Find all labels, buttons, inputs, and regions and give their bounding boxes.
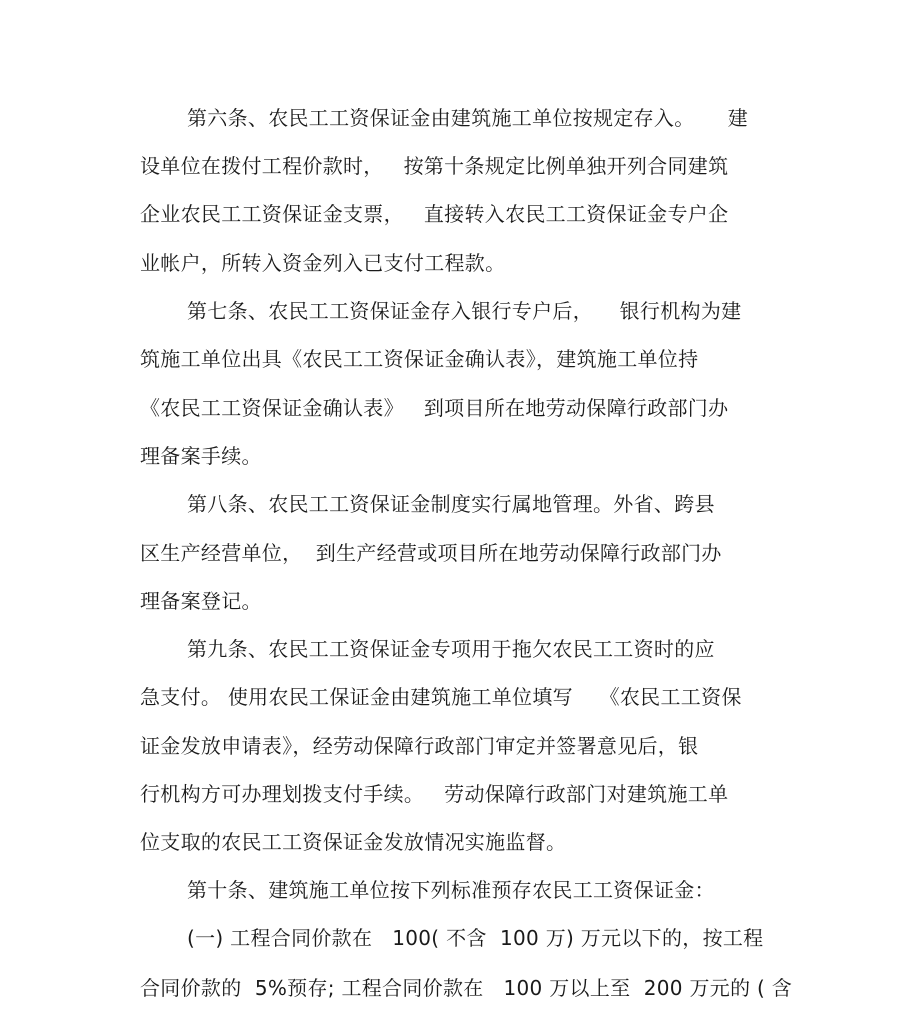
text-line: 第六条、农民工工资保证金由建筑施工单位按规定存入。 建 [187,106,749,130]
text-line: 合同价款的 5%预存; 工程合同价款在 100 万以上至 200 万元的 ( 含 [140,976,793,1000]
text-line: 行机构方可办理划拨支付手续。 劳动保障行政部门对建筑施工单 [140,782,729,806]
text-line: 第十条、建筑施工单位按下列标准预存农民工工资保证金： [187,878,715,902]
text-line: 区生产经营单位， 到生产经营或项目所在地劳动保障行政部门办 [140,541,722,565]
text-line: 业帐户，所转入资金列入已支付工程款。 [140,251,506,275]
text-line: 第七条、农民工工资保证金存入银行专户后， 银行机构为建 [187,299,742,323]
text-line: 第八条、农民工工资保证金制度实行属地管理。外省、跨县 [187,492,715,516]
text-line: 理备案手续。 [140,444,262,468]
text-line: 急支付。 使用农民工保证金由建筑施工单位填写 《农民工工资保 [140,685,742,709]
text-line: 位支取的农民工工资保证金发放情况实施监督。 [140,830,567,854]
text-line: 设单位在拨付工程价款时， 按第十条规定比例单独开列合同建筑 [140,154,729,178]
text-line: 筑施工单位出具《农民工工资保证金确认表》，建筑施工单位持 [140,347,699,371]
text-line: 《农民工工资保证金确认表》 到项目所在地劳动保障行政部门办 [140,396,729,420]
text-line: (一) 工程合同价款在 100( 不含 100 万) 万元以下的，按工程 [187,926,764,950]
text-line: 理备案登记。 [140,589,262,613]
text-line: 第九条、农民工工资保证金专项用于拖欠农民工工资时的应 [187,637,715,661]
text-line: 企业农民工工资保证金支票， 直接转入农民工工资保证金专户企 [140,202,729,226]
text-line: 证金发放申请表》，经劳动保障行政部门审定并签署意见后，银 [140,734,699,758]
